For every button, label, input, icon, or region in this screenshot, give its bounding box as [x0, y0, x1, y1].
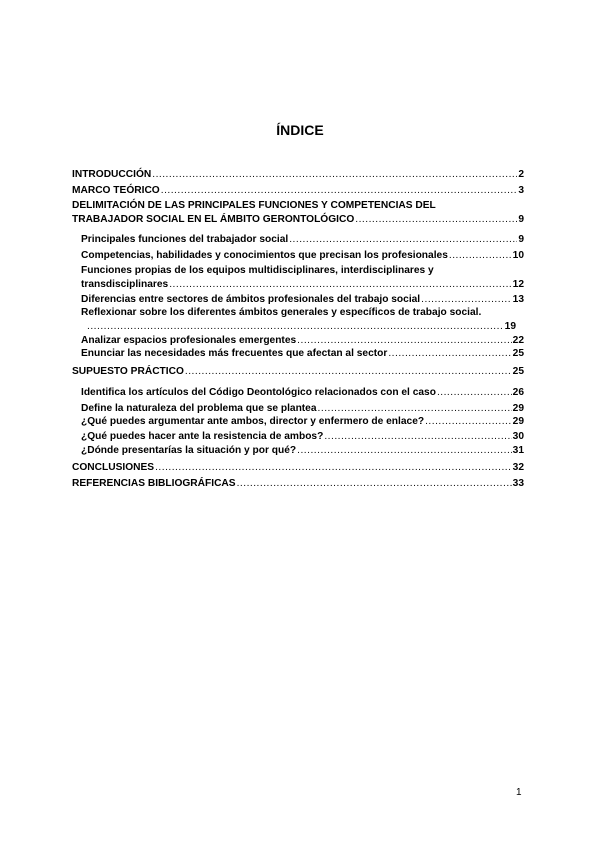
dot-leader — [152, 168, 517, 181]
toc-entry-page: 25 — [512, 366, 524, 377]
toc-entry-page: 31 — [512, 445, 524, 456]
toc-entry-label: Diferencias entre sectores de ámbitos profesionales del trabajo social — [81, 294, 421, 305]
toc-entry-label: MARCO TEÓRICO — [72, 185, 160, 196]
dot-leader — [437, 386, 512, 399]
toc-entry-label: CONCLUSIONES — [72, 462, 155, 473]
toc-entry-label: SUPUESTO PRÁCTICO — [72, 366, 184, 377]
dot-leader — [421, 293, 512, 306]
dot-leader — [289, 233, 517, 246]
toc-entry-label: Identifica los artículos del Código Deontológico relacionados con el caso — [81, 387, 436, 398]
toc-entry-page: 3 — [518, 185, 524, 196]
toc-entry-page: 9 — [518, 234, 524, 245]
toc-entry-page: 29 — [512, 403, 524, 414]
toc-entry-supuesto-practico[interactable] — [72, 365, 524, 378]
dot-leader — [237, 477, 512, 490]
dot-leader — [297, 334, 512, 347]
page-number: 1 — [516, 787, 522, 798]
toc-entry-page: 10 — [512, 250, 524, 261]
dot-leader — [185, 365, 512, 378]
toc-entry-identifica[interactable] — [81, 386, 524, 399]
toc-entry-page: 25 — [512, 348, 524, 359]
toc-entry-enunciar[interactable] — [81, 347, 524, 360]
toc-entry-presentarias[interactable] — [81, 444, 524, 457]
toc-entry-label: INTRODUCCIÓN — [72, 169, 152, 180]
toc-entry-define[interactable] — [81, 402, 524, 415]
toc-entry-reflexionar[interactable] — [86, 320, 516, 333]
toc-entry-delimitacion[interactable] — [72, 213, 524, 226]
toc-entry-reflexionar-line1[interactable]: Reflexionar sobre los diferentes ámbitos generales y específicos de trabajo social. — [81, 307, 482, 318]
toc-entry-label: ¿Qué puedes argumentar ante ambos, director y enfermero de enlace? — [81, 416, 425, 427]
toc-entry-label: Analizar espacios profesionales emergentes — [81, 335, 297, 346]
toc-entry-referencias[interactable] — [72, 477, 524, 490]
dot-leader — [388, 347, 511, 360]
dot-leader — [449, 249, 512, 262]
dot-leader — [355, 213, 517, 226]
toc-entry-label: Enunciar las necesidades más frecuentes que afectan al sector — [81, 348, 388, 359]
toc-entry-label: Define la naturaleza del problema que se plantea — [81, 403, 317, 414]
toc-entry-page: 32 — [512, 462, 524, 473]
toc-entry-analizar[interactable] — [81, 334, 524, 347]
toc-entry-principales-funciones[interactable] — [81, 233, 524, 246]
toc-entry-marco-teorico[interactable] — [72, 184, 524, 197]
dot-leader — [324, 430, 511, 443]
dot-leader — [161, 184, 518, 197]
dot-leader — [87, 320, 504, 333]
toc-entry-competencias[interactable] — [81, 249, 524, 262]
toc-entry-page: 29 — [512, 416, 524, 427]
toc-entry-label: ¿Dónde presentarías la situación y por qué? — [81, 445, 297, 456]
toc-entry-page: 12 — [512, 279, 524, 290]
page-title: ÍNDICE — [276, 122, 324, 138]
dot-leader — [425, 415, 512, 428]
toc-entry-label: Principales funciones del trabajador social — [81, 234, 289, 245]
toc-entry-label: TRABAJADOR SOCIAL EN EL ÁMBITO GERONTOLÓGICO — [72, 214, 355, 225]
dot-leader — [169, 278, 511, 291]
toc-entry-funciones-equipos[interactable] — [81, 278, 524, 291]
toc-entry-argumentar[interactable] — [81, 415, 524, 428]
dot-leader — [155, 461, 512, 474]
toc-entry-page: 9 — [518, 214, 524, 225]
toc-entry-funciones-equipos-line1[interactable]: Funciones propias de los equipos multidisciplinares, interdisciplinares y — [81, 265, 434, 276]
toc-entry-label: REFERENCIAS BIBLIOGRÁFICAS — [72, 478, 236, 489]
toc-entry-conclusiones[interactable] — [72, 461, 524, 474]
toc-entry-label: transdisciplinares — [81, 279, 169, 290]
toc-entry-label: ¿Qué puedes hacer ante la resistencia de ambos? — [81, 431, 324, 442]
toc-entry-page: 13 — [512, 294, 524, 305]
toc-entry-page: 2 — [518, 169, 524, 180]
toc-entry-resistencia[interactable] — [81, 430, 524, 443]
toc-entry-delimitacion-line1[interactable]: DELIMITACIÓN DE LAS PRINCIPALES FUNCIONES Y COMPETENCIAS DEL — [72, 200, 436, 211]
toc-entry-page: 33 — [512, 478, 524, 489]
toc-entry-page: 22 — [512, 335, 524, 346]
toc-entry-page: 19 — [504, 321, 516, 332]
toc-entry-introduccion[interactable] — [72, 168, 524, 181]
dot-leader — [297, 444, 512, 457]
toc-entry-page: 30 — [512, 431, 524, 442]
toc-entry-page: 26 — [512, 387, 524, 398]
toc-entry-diferencias[interactable] — [81, 293, 524, 306]
toc-entry-label: Competencias, habilidades y conocimientos que precisan los profesionales — [81, 250, 448, 261]
dot-leader — [318, 402, 512, 415]
